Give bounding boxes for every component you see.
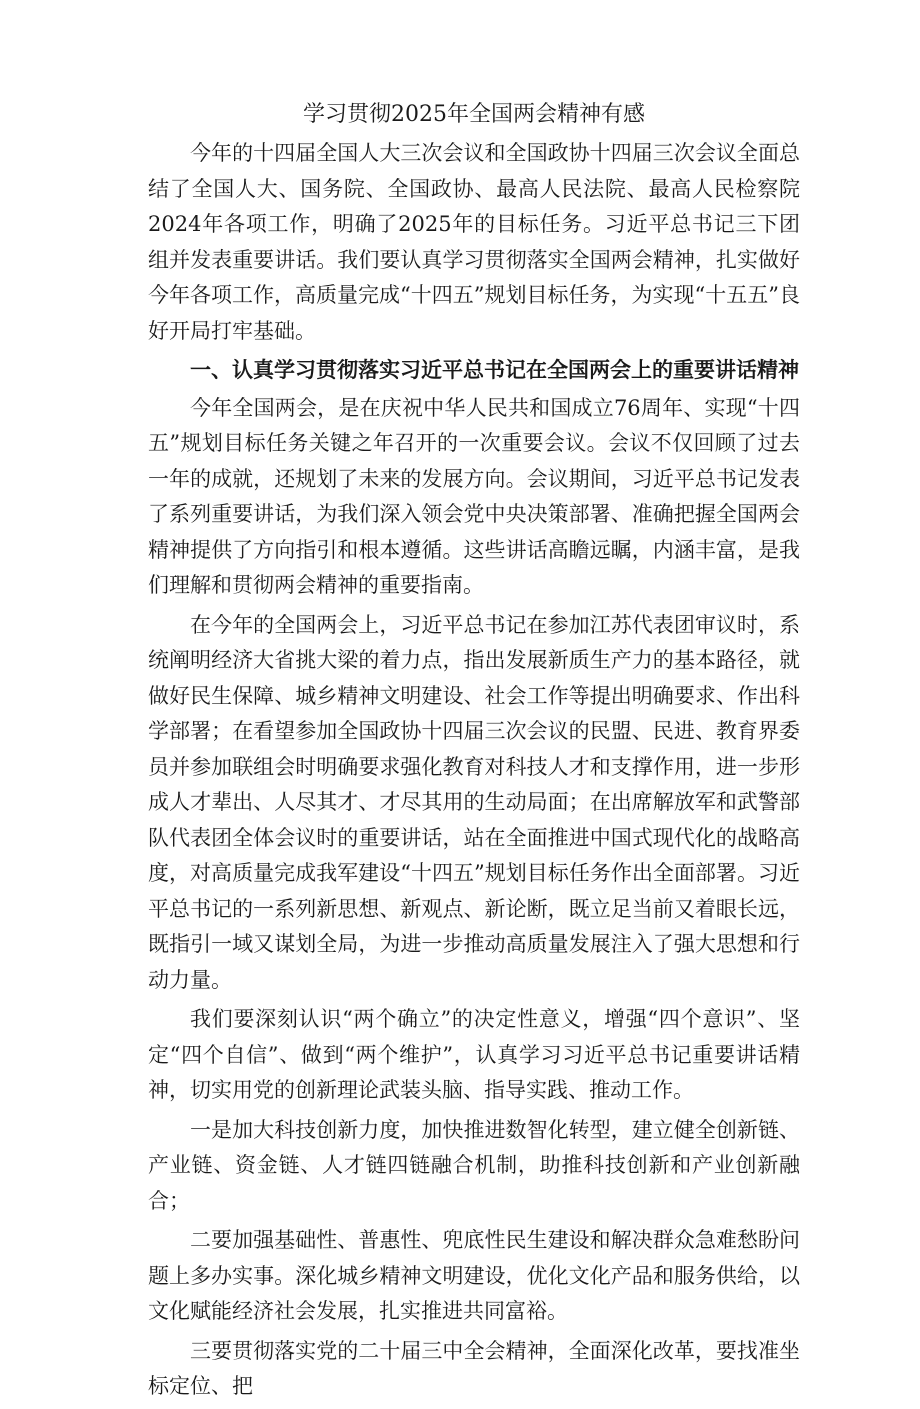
document-title: 学习贯彻2025年全国两会精神有感	[303, 102, 645, 127]
paragraph-point-two: 二要加强基础性、普惠性、兜底性民生建设和解决群众急难愁盼问题上多办实事。深化城乡精神文明建设，优化文化产品和服务供给，以文化赋能经济社会发展，扎实推进共同富裕。	[148, 1228, 800, 1323]
paragraph-meeting: 今年全国两会，是在庆祝中华人民共和国成立76周年、实现“十四五”规划目标任务关键之年召开的一次重要会议。会议不仅回顾了过去一年的成就，还规划了未来的发展方向。会议期间，习近平总书记发表了系列重要讲话，为我们深入领会党中央决策部署、准确把握全国两会精神提供了方向指引和根本遵循。这些讲话高瞻远瞩，内涵丰富，是我们理解和贯彻两会精神的重要指南。	[148, 395, 800, 597]
document-page	[148, 100, 800, 1409]
section-heading-1: 一、认真学习贯彻落实习近平总书记在全国两会上的重要讲话精神	[190, 358, 799, 382]
paragraph-intro: 今年的十四届全国人大三次会议和全国政协十四届三次会议全面总结了全国人大、国务院、全国政协、最高人民法院、最高人民检察院2024年各项工作，明确了2025年的目标任务。习近平总书记三下团组并发表重要讲话。我们要认真学习贯彻落实全国两会精神，扎实做好今年各项工作，高质量完成“十四五”规划目标任务，为实现“十五五”良好开局打牢基础。	[148, 141, 800, 343]
paragraph-speeches: 在今年的全国两会上，习近平总书记在参加江苏代表团审议时，系统阐明经济大省挑大梁的着力点，指出发展新质生产力的基本路径，就做好民生保障、城乡精神文明建设、社会工作等提出明确要求、作出科学部署；在看望参加全国政协十四届三次会议的民盟、民进、教育界委员并参加联组会时明确要求强化教育对科技人才和支撑作用，进一步形成人才辈出、人尽其才、才尽其用的生动局面；在出席解放军和武警部队代表团全体会议时的重要讲话，站在全面推进中国式现代化的战略高度，对高质量完成我军建设“十四五”规划目标任务作出全面部署。习近平总书记的一系列新思想、新观点、新论断，既立足当前又着眼长远，既指引一域又谋划全局，为进一步推动高质量发展注入了强大思想和行动力量。	[148, 612, 800, 992]
paragraph-point-three: 三要贯彻落实党的二十届三中全会精神，全面深化改革，要找准坐标定位、把	[148, 1338, 800, 1398]
paragraph-two-establishes: 我们要深刻认识“两个确立”的决定性意义，增强“四个意识”、坚定“四个自信”、做到“两个维护”，认真学习习近平总书记重要讲话精神，切实用党的创新理论武装头脑、指导实践、推动工作。	[148, 1007, 800, 1102]
paragraph-point-one: 一是加大科技创新力度，加快推进数智化转型，建立健全创新链、产业链、资金链、人才链四链融合机制，助推科技创新和产业创新融合；	[148, 1117, 800, 1213]
